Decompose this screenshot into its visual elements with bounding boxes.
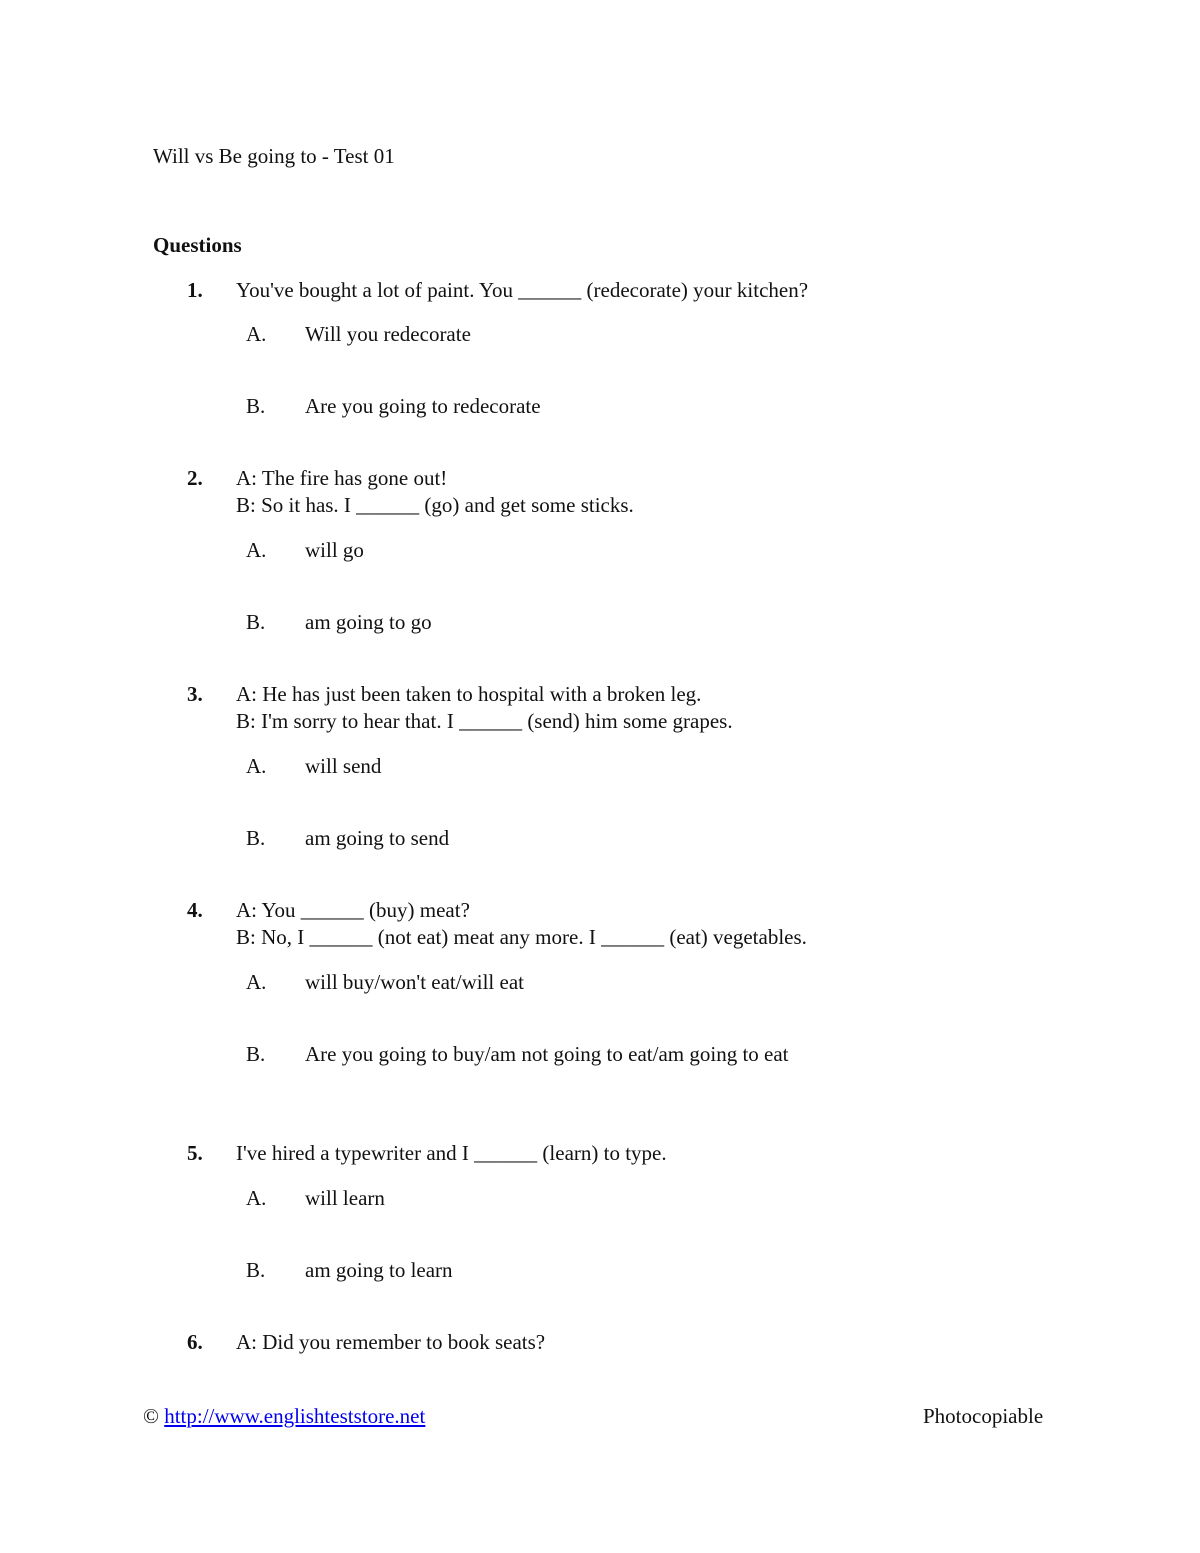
option-text: Will you redecorate [305,322,471,346]
option-text: Are you going to buy/am not going to eat/am going to eat [305,1042,789,1066]
question-number: 1. [187,278,203,302]
option-letter: B. [246,610,266,634]
question-number: 5. [187,1141,203,1165]
section-heading: Questions [153,233,242,257]
question-line: A: The fire has gone out! [236,466,448,490]
document-title: Will vs Be going to - Test 01 [153,144,395,168]
option-letter: A. [246,970,267,994]
question-line: A: Did you remember to book seats? [236,1330,546,1354]
option-letter: A. [246,754,267,778]
question-text [236,897,807,951]
option-letter: B. [246,1258,266,1282]
option-text: am going to go [305,610,432,634]
question-number: 3. [187,682,203,706]
question-text [236,1140,667,1167]
question-number: 4. [187,898,203,922]
question-line: B: I'm sorry to hear that. I ______ (send) him some grapes. [236,709,733,733]
question-number: 6. [187,1330,203,1354]
option-text: will learn [305,1186,385,1210]
option-letter: A. [246,322,267,346]
option-text: am going to send [305,826,450,850]
question-number: 2. [187,466,203,490]
question-text [236,681,733,735]
question-line: B: No, I ______ (not eat) meat any more. I ______ (eat) vegetables. [236,925,807,949]
option-letter: B. [246,1042,266,1066]
footer-photocopiable: Photocopiable [923,1404,1044,1428]
option-letter: A. [246,1186,267,1210]
question-line: A: He has just been taken to hospital with a broken leg. [236,682,702,706]
option-letter: B. [246,394,266,418]
question-line: A: You ______ (buy) meat? [236,898,470,922]
question-text [236,277,808,304]
website-link[interactable]: http://www.englishteststore.net [164,1404,426,1428]
option-text: Are you going to redecorate [305,394,541,418]
option-letter: B. [246,826,266,850]
question-line: I've hired a typewriter and I ______ (learn) to type. [236,1141,667,1165]
question-line: B: So it has. I ______ (go) and get some sticks. [236,493,634,517]
copyright-symbol: © [143,1404,159,1428]
option-text: am going to learn [305,1258,453,1282]
option-text: will buy/won't eat/will eat [305,970,524,994]
question-line: You've bought a lot of paint. You ______ (redecorate) your kitchen? [236,278,809,302]
option-letter: A. [246,538,267,562]
footer-copyright [143,1403,425,1429]
question-text [236,1329,545,1356]
option-text: will go [305,538,364,562]
option-text: will send [305,754,382,778]
question-text [236,465,634,519]
